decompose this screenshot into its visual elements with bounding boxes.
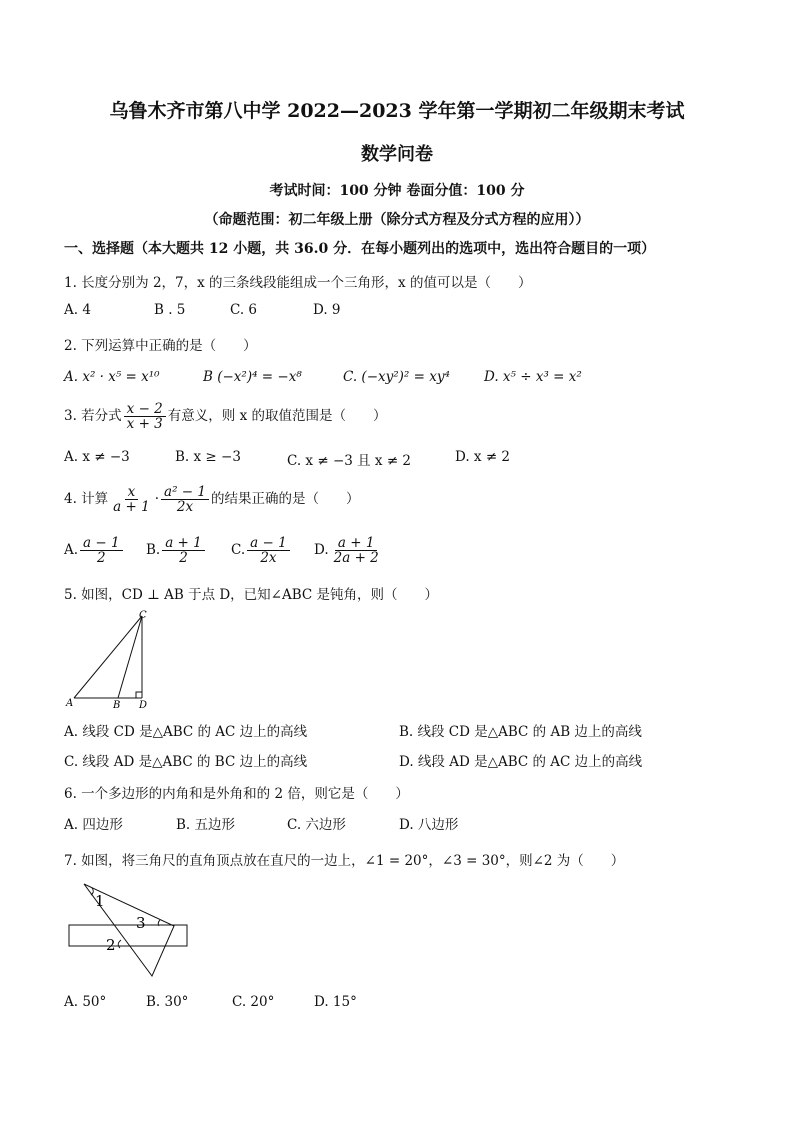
question-5-stem: 5. 如图，CD ⊥ AB 于点 D，已知∠ABC 是钝角，则（ ） [64,587,439,603]
q4-dot: · [154,491,160,508]
exam-info: 考试时间：100 分钟 卷面分值：100 分 [269,183,525,199]
q5-label-c: C [139,610,147,621]
q4-fraction-1 [110,485,153,514]
q4-c-den: 2x [260,550,277,567]
q5-segment-ac [74,616,142,698]
question-6-stem: 6. 一个多边形的内角和是外角和的 2 倍，则它是（ ） [64,786,409,802]
q5-triangle-figure [60,608,160,712]
q1-option-b: B . 5 [154,302,186,318]
q5-label-d: D [139,700,148,711]
q4-a-num: a − 1 [80,536,123,551]
q6-option-c: C. 六边形 [287,817,346,833]
q3-prefix: 3. 若分式 [64,408,122,425]
q1-option-c: C. 6 [230,302,258,318]
q7-option-d: D. 15° [314,994,357,1010]
q7-label-2: 2 [106,936,116,954]
q7-option-a: A. 50° [64,994,107,1010]
question-3-stem [64,402,386,431]
q5-option-d: D. 线段 AD 是△ABC 的 AC 边上的高线 [399,754,643,770]
q3-suffix: 有意义，则 x 的取值范围是（ ） [167,408,387,425]
q1-option-d: D. 9 [313,302,341,318]
q3-fraction [124,402,166,431]
q7-label-1: 1 [95,892,105,910]
q4-c-frac [247,536,290,565]
q1-option-a: A. 4 [64,302,91,318]
q3-option-b: B. x ≥ −3 [175,449,241,465]
q4-c-num: a − 1 [247,536,290,551]
q4-f2-num: a² − 1 [161,485,209,500]
q5-segment-bc [118,616,142,698]
question-2-stem: 2. 下列运算中正确的是（ ） [64,338,257,354]
q2-option-d: D. x⁵ ÷ x³ = x² [484,369,582,385]
q6-option-a: A. 四边形 [64,817,123,833]
q4-b-label: B. [146,542,161,559]
q4-f2-den: 2x [176,499,194,516]
section-heading: 一、选择题（本大题共 12 小题，共 36.0 分．在每小题列出的选项中，选出符合题目的一项） [64,241,656,257]
q4-a-den: 2 [97,550,106,567]
q4-a-frac [80,536,123,565]
paper-subtitle: 数学问卷 [361,144,433,165]
q4-c-label: C. [231,542,246,559]
q4-option-c [231,536,292,565]
q4-option-b [146,536,207,565]
q5-label-a: A [66,698,74,709]
q7-ruler-triangle-figure [64,878,196,982]
q3-option-d: D. x ≠ 2 [455,449,511,465]
question-7-stem: 7. 如图，将三角尺的直角顶点放在直尺的一边上，∠1 = 20°，∠3 = 30°，则∠2 为（ ） [64,853,625,869]
question-1-stem: 1. 长度分别为 2，7，x 的三条线段能组成一个三角形，x 的值可以是（ ） [64,275,532,291]
q4-d-den: 2a + 2 [333,550,379,567]
q6-option-b: B. 五边形 [176,817,236,833]
q6-option-d: D. 八边形 [399,817,459,833]
q3-denominator: x + 3 [126,416,163,433]
q5-option-c: C. 线段 AD 是△ABC 的 BC 边上的高线 [64,754,308,770]
q2-option-a: A. x² · x⁵ = x¹⁰ [64,369,160,385]
q7-option-c: C. 20° [232,994,275,1010]
q3-option-c: C. x ≠ −3 且 x ≠ 2 [287,453,412,469]
q2-option-c: C. (−xy²)² = xy⁴ [343,369,450,385]
question-4-stem [64,485,359,514]
q4-a-label: A. [64,542,79,559]
q5-label-b: B [113,700,121,711]
q4-d-num: a + 1 [335,536,378,551]
q5-option-a: A. 线段 CD 是△ABC 的 AC 边上的高线 [64,724,308,740]
q4-f1-den: a + 1 [113,499,150,516]
q5-option-b: B. 线段 CD 是△ABC 的 AB 边上的高线 [399,724,642,740]
q2-option-b: B (−x²)⁴ = −x⁸ [203,369,302,385]
q4-d-label: D. [314,542,329,559]
q4-b-den: 2 [179,550,188,567]
q7-option-b: B. 30° [146,994,189,1010]
q5-right-angle-mark [136,692,142,698]
q4-f1-num: x [125,485,139,500]
q4-prefix: 4. 计算 [64,491,109,508]
exam-scope: （命题范围：初二年级上册（除分式方程及分式方程的应用）） [204,212,590,228]
q4-suffix: 的结果正确的是（ ） [210,491,360,508]
q4-d-frac [331,536,382,565]
q4-b-frac [162,536,205,565]
q4-option-d [314,536,384,565]
q4-option-a [64,536,125,565]
q3-numerator: x − 2 [124,402,166,417]
q4-b-num: a + 1 [162,536,205,551]
q3-option-a: A. x ≠ −3 [64,449,130,465]
exam-title: 乌鲁木齐市第八中学 2022—2023 学年第一学期初二年级期末考试 [109,100,685,122]
q4-fraction-2 [161,485,209,514]
q7-label-3: 3 [136,914,146,932]
